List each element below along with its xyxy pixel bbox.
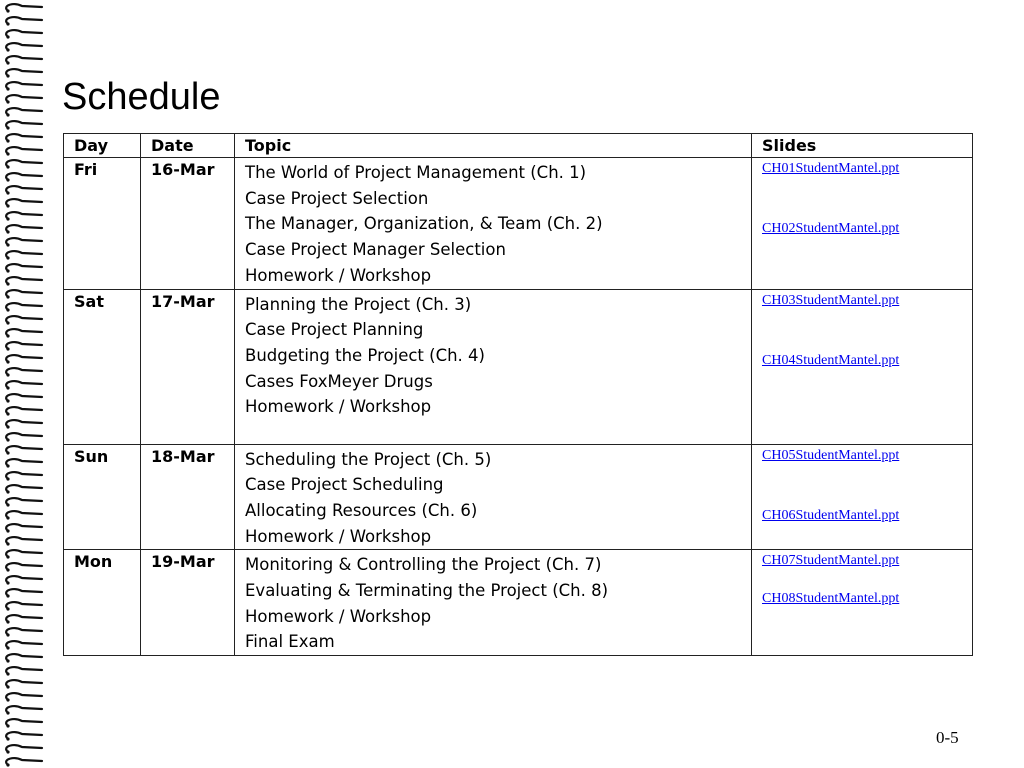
topic-item: Case Project Scheduling [245, 475, 444, 495]
slide-link[interactable]: CH05StudentMantel.ppt [762, 447, 900, 463]
date-cell: 16-Mar [141, 158, 235, 290]
topic-item: Case Project Planning [245, 320, 424, 340]
slide-link[interactable]: CH02StudentMantel.ppt [762, 221, 900, 236]
slide-link[interactable]: CH04StudentMantel.ppt [762, 352, 900, 368]
table-row [64, 444, 973, 550]
day-cell: Sun [64, 444, 141, 550]
page-number: 0-5 [936, 728, 959, 747]
header-topic: Topic [235, 134, 752, 158]
date-cell: 17-Mar [141, 289, 235, 444]
slide-title: Schedule [62, 76, 221, 118]
day-cell: Fri [64, 158, 141, 290]
date-cell: 18-Mar [141, 444, 235, 550]
topic-item: Homework / Workshop [245, 606, 432, 626]
spiral-binding [0, 0, 48, 768]
topic-item: Evaluating & Terminating the Project (Ch. 8) [245, 581, 609, 601]
topic-item: Cases FoxMeyer Drugs [245, 371, 433, 391]
table-row [64, 550, 973, 656]
topic-cell [235, 289, 752, 444]
slide-link[interactable]: CH01StudentMantel.ppt [762, 161, 900, 176]
day-cell: Sat [64, 289, 141, 444]
slides-cell [752, 444, 973, 550]
slide-link[interactable]: CH08StudentMantel.ppt [762, 591, 900, 607]
topic-item: Case Project Selection [245, 188, 429, 208]
table-header-row [64, 134, 973, 158]
topic-item: Homework / Workshop [245, 397, 432, 417]
schedule-table [63, 133, 973, 656]
topic-item: The Manager, Organization, & Team (Ch. 2) [245, 214, 603, 234]
topic-cell [235, 444, 752, 550]
topic-item: The World of Project Management (Ch. 1) [245, 163, 587, 182]
table-row [64, 158, 973, 290]
table-row [64, 289, 973, 444]
topic-item: Monitoring & Controlling the Project (Ch. 7) [245, 555, 602, 575]
header-slides: Slides [752, 134, 973, 158]
date-cell: 19-Mar [141, 550, 235, 656]
header-date: Date [141, 134, 235, 158]
slide-link[interactable]: CH03StudentMantel.ppt [762, 292, 900, 308]
topic-item: Scheduling the Project (Ch. 5) [245, 449, 492, 469]
slides-cell [752, 289, 973, 444]
topic-item: Allocating Resources (Ch. 6) [245, 500, 478, 520]
topic-cell [235, 550, 752, 656]
topic-cell [235, 158, 752, 290]
topic-item: Planning the Project (Ch. 3) [245, 294, 472, 314]
topic-item: Case Project Manager Selection [245, 240, 506, 260]
slides-cell [752, 550, 973, 656]
topic-item: Homework / Workshop [245, 526, 432, 546]
topic-item: Budgeting the Project (Ch. 4) [245, 345, 485, 365]
slides-cell [752, 158, 973, 290]
topic-item: Final Exam [245, 632, 335, 652]
header-day: Day [64, 134, 141, 158]
slide-link[interactable]: CH06StudentMantel.ppt [762, 507, 900, 523]
topic-item: Homework / Workshop [245, 265, 432, 285]
day-cell: Mon [64, 550, 141, 656]
slide-link[interactable]: CH07StudentMantel.ppt [762, 553, 900, 569]
